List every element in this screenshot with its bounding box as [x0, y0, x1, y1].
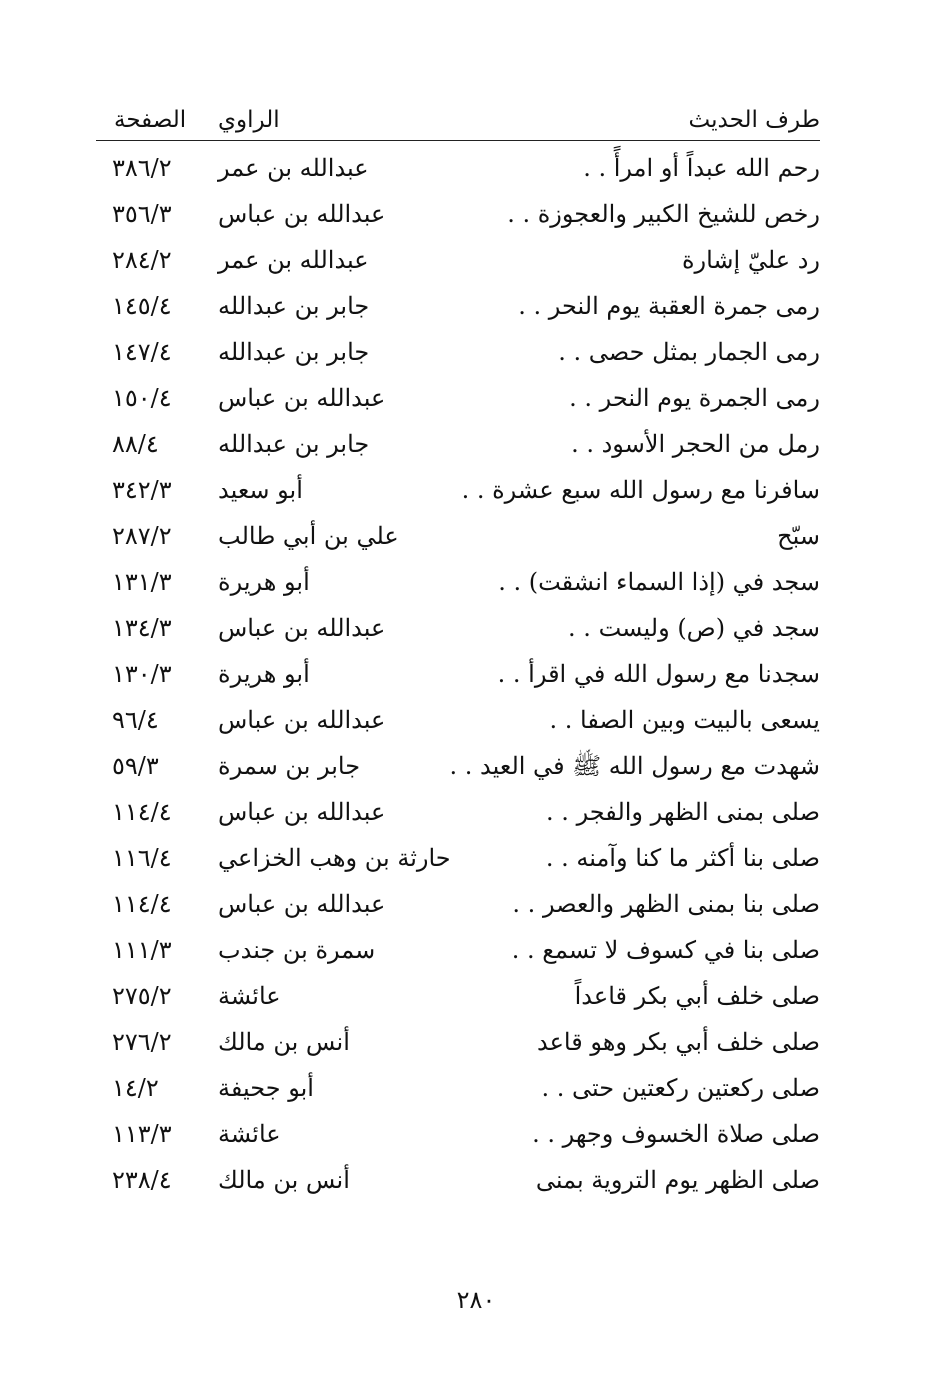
table-body [96, 145, 820, 1203]
hadith-index-table [96, 100, 820, 1203]
hadith-text: صلى ركعتين ركعتين حتى . . [541, 1074, 820, 1102]
narrator-name: جابر بن عبدالله [218, 292, 370, 320]
header-hadith: طرف الحديث [688, 106, 820, 133]
narrator-name: جابر بن عبدالله [218, 430, 370, 458]
page-reference: ١١٦/٤ [112, 844, 172, 872]
hadith-text: رمى الجمار بمثل حصى . . [558, 338, 820, 366]
narrator-name: عبدالله بن عباس [218, 890, 386, 918]
table-row [96, 467, 820, 513]
table-header [96, 100, 820, 141]
hadith-text: سجد في (ص) وليست . . [568, 614, 820, 642]
table-row [96, 513, 820, 559]
table-row [96, 1065, 820, 1111]
hadith-text: رمى الجمرة يوم النحر . . [569, 384, 820, 412]
hadith-text: سافرنا مع رسول الله سبع عشرة . . [461, 476, 820, 504]
hadith-text: صلى خلف أبي بكر قاعداً [574, 982, 820, 1010]
hadith-text: رد عليّ إشارة [681, 246, 820, 274]
page-reference: ٢٨٤/٢ [112, 246, 172, 274]
narrator-name: عبدالله بن عمر [218, 246, 369, 274]
table-row [96, 927, 820, 973]
hadith-text: صلى الظهر يوم التروية بمنى [535, 1166, 820, 1194]
table-row [96, 743, 820, 789]
hadith-text: صلى بنا في كسوف لا تسمع . . [511, 936, 820, 964]
table-row [96, 329, 820, 375]
hadith-text: صلى بمنى الظهر والفجر . . [546, 798, 820, 826]
narrator-name: عبدالله بن عباس [218, 384, 386, 412]
table-row [96, 145, 820, 191]
page-reference: ٢٣٨/٤ [112, 1166, 172, 1194]
page-reference: ٢٧٦/٢ [112, 1028, 172, 1056]
narrator-name: عبدالله بن عباس [218, 706, 386, 734]
table-row [96, 605, 820, 651]
page-reference: ٥٩/٣ [112, 752, 159, 780]
page-reference: ٢٧٥/٢ [112, 982, 172, 1010]
table-row [96, 421, 820, 467]
narrator-name: أبو هريرة [218, 568, 310, 596]
page-reference: ١٣٠/٣ [112, 660, 172, 688]
narrator-name: أبو هريرة [218, 660, 310, 688]
hadith-text: رمل من الحجر الأسود . . [571, 430, 820, 458]
narrator-name: عائشة [218, 1120, 281, 1148]
page-reference: ١١١/٣ [112, 936, 172, 964]
header-page: الصفحة [114, 106, 187, 133]
hadith-text: صلى بنا أكثر ما كنا وآمنه . . [545, 844, 820, 872]
narrator-name: عبدالله بن عباس [218, 200, 386, 228]
table-row [96, 881, 820, 927]
narrator-name: أبو جحيفة [218, 1074, 314, 1102]
page-reference: ١٤٥/٤ [112, 292, 172, 320]
narrator-name: أبو سعيد [218, 476, 303, 504]
table-row [96, 237, 820, 283]
hadith-text: صلى صلاة الخسوف وجهر . . [532, 1120, 820, 1148]
table-row [96, 973, 820, 1019]
hadith-text: صلى بنا بمنى الظهر والعصر . . [512, 890, 820, 918]
table-row [96, 789, 820, 835]
table-row [96, 1111, 820, 1157]
narrator-name: أنس بن مالك [218, 1028, 350, 1056]
page-reference: ١١٣/٣ [112, 1120, 172, 1148]
table-row [96, 559, 820, 605]
table-row [96, 1157, 820, 1203]
table-row [96, 283, 820, 329]
page-number: ٢٨٠ [456, 1286, 496, 1314]
page-reference: ١١٤/٤ [112, 798, 172, 826]
table-row [96, 651, 820, 697]
page-reference: ٢٨٧/٢ [112, 522, 172, 550]
narrator-name: عائشة [218, 982, 281, 1010]
hadith-text: سجد في (إذا السماء انشقت) . . [498, 568, 820, 596]
page-reference: ٣٤٢/٣ [112, 476, 172, 504]
page-reference: ٩٦/٤ [112, 706, 159, 734]
hadith-text: يسعى بالبيت وبين الصفا . . [549, 706, 820, 734]
narrator-name: عبدالله بن عمر [218, 154, 369, 182]
narrator-name: عبدالله بن عباس [218, 614, 386, 642]
narrator-name: جابر بن سمرة [218, 752, 361, 780]
hadith-text: رخص للشيخ الكبير والعجوزة . . [507, 200, 820, 228]
hadith-text: صلى خلف أبي بكر وهو قاعد [537, 1028, 820, 1056]
page-reference: ١٣١/٣ [112, 568, 172, 596]
page-reference: ١٤٧/٤ [112, 338, 172, 366]
table-row [96, 1019, 820, 1065]
hadith-text: سجدنا مع رسول الله في اقرأ . . [497, 660, 820, 688]
hadith-text: رمى جمرة العقبة يوم النحر . . [518, 292, 820, 320]
page-reference: ٨٨/٤ [112, 430, 159, 458]
narrator-name: عبدالله بن عباس [218, 798, 386, 826]
narrator-name: حارثة بن وهب الخزاعي [218, 844, 451, 872]
page-reference: ٣٨٦/٢ [112, 154, 172, 182]
header-narrator: الراوي [218, 106, 280, 133]
hadith-text: شهدت مع رسول الله ﷺ في العيد . . [449, 752, 820, 780]
narrator-name: سمرة بن جندب [218, 936, 376, 964]
table-row [96, 835, 820, 881]
page-reference: ١٥٠/٤ [112, 384, 172, 412]
hadith-text: رحم الله عبداً أو امرأً . . [583, 154, 820, 182]
narrator-name: جابر بن عبدالله [218, 338, 370, 366]
page-reference: ١١٤/٤ [112, 890, 172, 918]
page-reference: ٣٥٦/٣ [112, 200, 172, 228]
table-row [96, 697, 820, 743]
page-reference: ١٤/٢ [112, 1074, 159, 1102]
narrator-name: أنس بن مالك [218, 1166, 350, 1194]
hadith-text: سبّح [777, 522, 820, 550]
narrator-name: علي بن أبي طالب [218, 522, 399, 550]
page-reference: ١٣٤/٣ [112, 614, 172, 642]
table-row [96, 191, 820, 237]
table-row [96, 375, 820, 421]
